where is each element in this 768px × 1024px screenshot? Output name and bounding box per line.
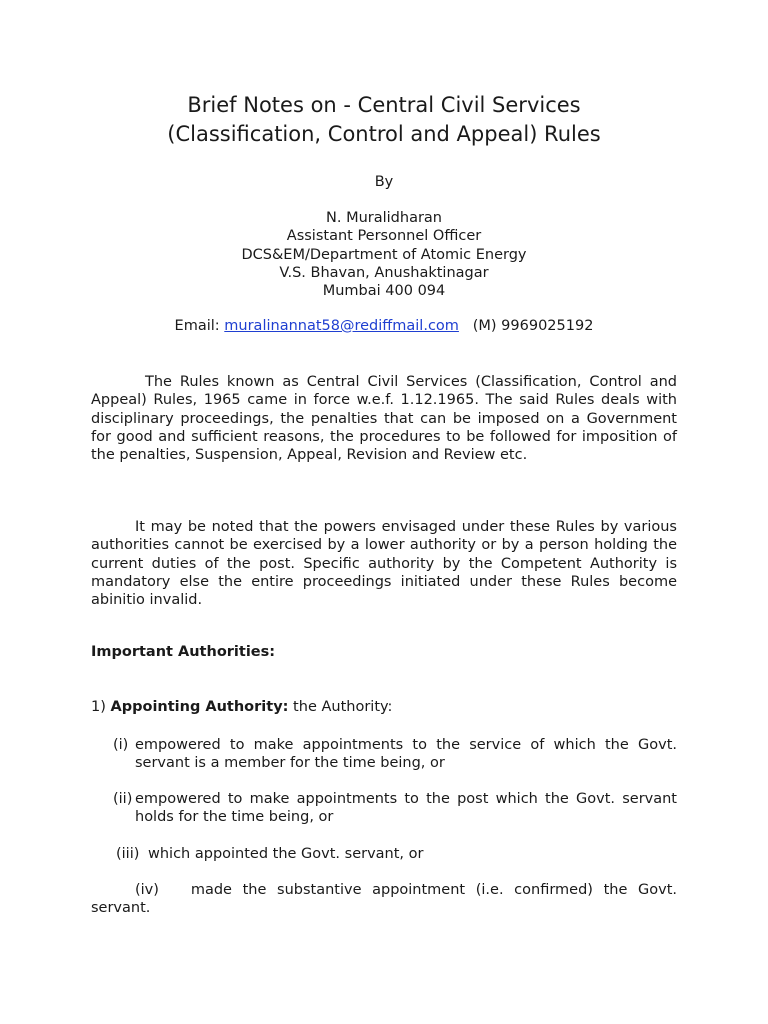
author-name: N. Muralidharan bbox=[326, 210, 442, 226]
title-line-2: (Classification, Control and Appeal) Rules bbox=[167, 122, 601, 146]
sub-item-iii bbox=[116, 845, 680, 863]
author-department: DCS&EM/Department of Atomic Energy bbox=[241, 246, 527, 263]
contact-line bbox=[0, 318, 768, 334]
sub-item-number: (iv) bbox=[135, 882, 159, 898]
author-address-line-1: V.S. Bhavan, Anushaktinagar bbox=[279, 264, 489, 281]
sub-item-number: (iii) bbox=[116, 846, 140, 862]
email-label: Email: bbox=[174, 318, 225, 334]
by-label: By bbox=[374, 174, 394, 190]
intro-paragraph: The Rules known as Central Civil Services (Classification, Control and Appeal) Rules, 1965 came in force w.e.f. 1.12.1965. The said Rules deals with disciplinary proceedings, the penalties that can be imposed on a Government for good and sufficient reasons, the procedures to be followed for imposition of the penalties, Suspension, Appeal, Revision and Review etc. bbox=[91, 374, 677, 464]
sub-item-iv bbox=[91, 881, 677, 918]
sub-item-text: made the substantive appointment (i.e. confirmed) the Govt. servant. bbox=[91, 882, 677, 917]
note-paragraph: It may be noted that the powers envisaged under these Rules by various authorities cannot be exercised by a lower authority or by a person holding the current duties of the post. Specific authority by the Competent Authority is mandatory else the entire proceedings initiated under these Rules become abinitio invalid. bbox=[91, 519, 677, 609]
sub-item-i bbox=[113, 736, 677, 773]
author-block bbox=[0, 209, 768, 300]
mobile-number-text: (M) 9969025192 bbox=[472, 318, 594, 334]
sub-item-number: (i) bbox=[113, 737, 129, 753]
sub-item-number: (ii) bbox=[113, 791, 133, 807]
item-term: Appointing Authority: bbox=[110, 699, 289, 715]
author-designation: Assistant Personnel Officer bbox=[286, 228, 482, 245]
sub-item-text: empowered to make appointments to the service of which the Govt. servant is a member for the time being, or bbox=[135, 737, 677, 772]
item-rest: the Authority: bbox=[288, 699, 393, 715]
mobile-number bbox=[464, 318, 594, 334]
section-heading: Important Authorities: bbox=[91, 644, 276, 660]
email-link[interactable]: muralinannat58@rediffmail.com bbox=[224, 318, 459, 334]
list-item-appointing-authority bbox=[91, 699, 392, 715]
document-title bbox=[0, 91, 768, 149]
title-line-1: Brief Notes on - Central Civil Services bbox=[187, 93, 581, 117]
sub-item-text: empowered to make appointments to the post which the Govt. servant holds for the time being, or bbox=[135, 791, 677, 826]
author-address-line-2: Mumbai 400 094 bbox=[322, 283, 446, 300]
sub-item-ii bbox=[113, 790, 677, 827]
sub-item-text: which appointed the Govt. servant, or bbox=[148, 846, 424, 862]
item-number: 1) bbox=[91, 699, 106, 715]
